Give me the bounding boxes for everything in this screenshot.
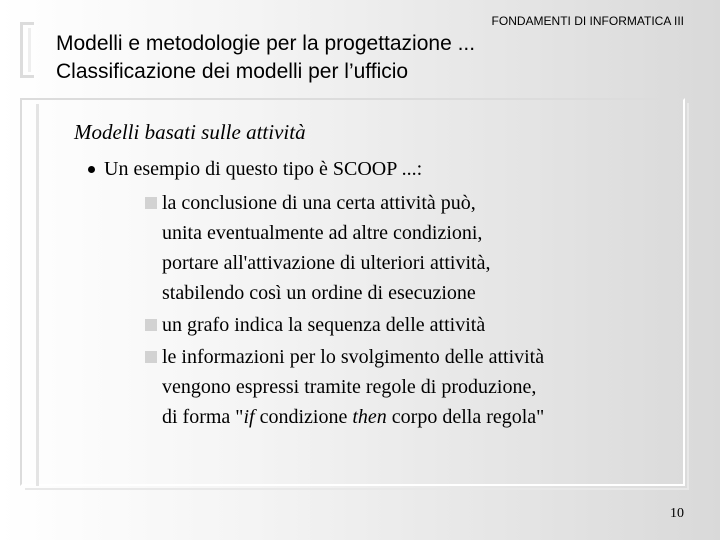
title-line-2: Classificazione dei modelli per l’ufficio xyxy=(56,60,409,83)
page-number: 10 xyxy=(670,506,684,521)
sub-item-2 xyxy=(162,310,662,340)
sub-item-rule-line xyxy=(162,402,662,432)
slide-title xyxy=(56,30,475,86)
sub-item-line: portare all'attivazione di ulteriori attività, xyxy=(162,252,491,274)
square-bullet-icon xyxy=(145,351,157,363)
sub-item-line: le informazioni per lo svolgimento delle attività xyxy=(162,346,545,368)
sub-item-line: vengono espressi tramite regole di produzione, xyxy=(162,376,537,398)
sub-item-line: la conclusione di una certa attività può, xyxy=(162,192,476,214)
sub-item-1 xyxy=(162,188,662,308)
bullet-dot-icon xyxy=(88,166,95,173)
rule-middle: condizione xyxy=(254,406,353,428)
title-bracket-decoration xyxy=(20,22,34,78)
sub-item-line: unita eventualmente ad altre condizioni, xyxy=(162,222,483,244)
sub-item-line: stabilendo così un ordine di esecuzione xyxy=(162,282,476,304)
rule-if-keyword: if xyxy=(243,406,255,428)
sub-item-line: un grafo indica la sequenza delle attività xyxy=(162,314,486,336)
title-line-1: Modelli e metodologie per la progettazione ... xyxy=(56,32,476,55)
rule-then-keyword: then xyxy=(352,406,387,428)
section-title: Modelli basati sulle attività xyxy=(74,120,306,144)
bullet-item xyxy=(104,155,422,183)
rule-prefix: di forma " xyxy=(162,406,244,428)
bullet-text: Un esempio di questo tipo è SCOOP ...: xyxy=(104,158,423,180)
course-header: FONDAMENTI DI INFORMATICA III xyxy=(491,14,684,28)
sub-item-3 xyxy=(162,342,662,432)
square-bullet-icon xyxy=(145,319,157,331)
rule-suffix: corpo della regola" xyxy=(386,406,545,428)
square-bullet-icon xyxy=(145,197,157,209)
